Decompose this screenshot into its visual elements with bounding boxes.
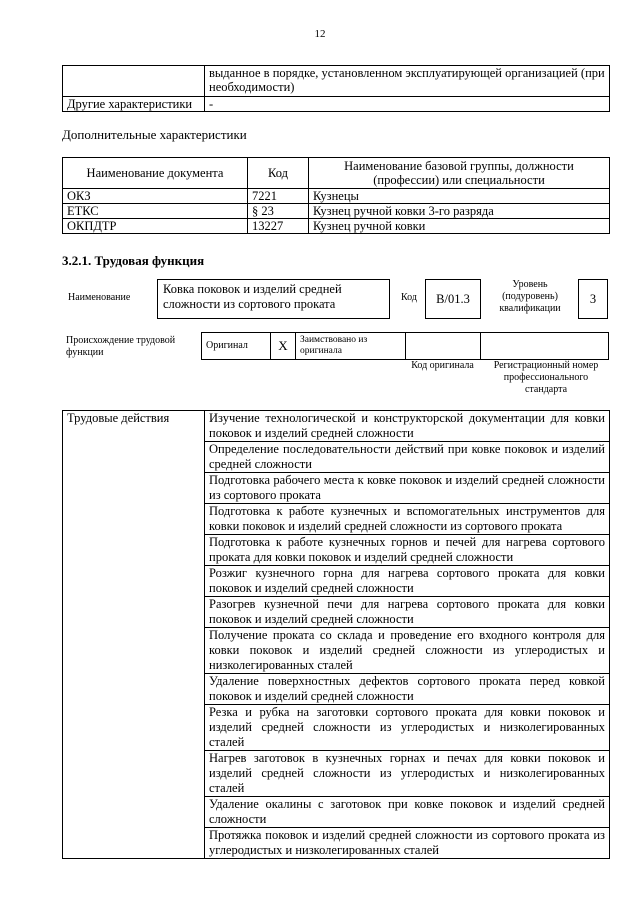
borrowed-label: Заимствовано из оригинала xyxy=(296,333,406,360)
labor-action-item: Изучение технологической и конструкторской документации для ковки поковок и изделий средней сложности xyxy=(205,411,610,442)
additional-characteristics-title: Дополнительные характеристики xyxy=(62,127,247,142)
labor-action-item: Подготовка к работе кузнечных и вспомогательных инструментов для ковки поковок и изделий средней сложности из сортового проката xyxy=(205,504,610,535)
level-value: 3 xyxy=(578,279,608,319)
table-row xyxy=(202,333,609,360)
labor-actions-category: Трудовые действия xyxy=(63,411,205,859)
header-document: Наименование документа xyxy=(63,158,248,189)
labor-action-item: Удаление поверхностных дефектов сортового проката перед ковкой поковок и изделий средней сложности xyxy=(205,674,610,705)
header-code: Код xyxy=(248,158,309,189)
table-row xyxy=(63,189,610,204)
labor-action-item: Получение проката со склада и проведение его входного контроля для ковки поковок и изделий средней сложности из углеродистых и низколегированных сталей xyxy=(205,628,610,674)
continued-text: выданное в порядке, установленном эксплуатирующей организацией (при необходимости) xyxy=(205,66,610,97)
labor-action-item: Подготовка к работе кузнечных горнов и печей для нагрева сортового проката для ковки поковок и изделий средней сложности xyxy=(205,535,610,566)
table-row xyxy=(63,66,610,97)
other-characteristics-label: Другие характеристики xyxy=(63,97,205,112)
doc-cell: ОКПДТР xyxy=(63,219,248,234)
level-label: Уровень (подуровень) квалификации xyxy=(499,279,561,314)
table-header-row xyxy=(63,158,610,189)
labor-action-item: Разогрев кузнечной печи для нагрева сортового проката для ковки поковок и изделий средней сложности xyxy=(205,597,610,628)
code-label: Код xyxy=(401,292,417,303)
original-code-cell xyxy=(406,333,481,360)
name-cell: Кузнец ручной ковки xyxy=(309,219,610,234)
original-code-caption: Код оригинала xyxy=(411,360,474,371)
table-row xyxy=(63,219,610,234)
table-row xyxy=(63,411,610,442)
labor-action-item: Подготовка рабочего места к ковке поковок и изделий средней сложности из сортового проката xyxy=(205,473,610,504)
doc-cell: ОКЗ xyxy=(63,189,248,204)
labor-action-item: Розжиг кузнечного горна для нагрева сортового проката для ковки поковок и изделий средней сложности xyxy=(205,566,610,597)
origin-table xyxy=(201,332,609,360)
code-cell: § 23 xyxy=(248,204,309,219)
name-label: Наименование xyxy=(68,292,131,303)
function-name: Ковка поковок и изделий средней сложности из сортового проката xyxy=(157,279,390,319)
code-cell: 7221 xyxy=(248,189,309,204)
table-cell xyxy=(63,66,205,97)
labor-action-item: Определение последовательности действий при ковке поковок и изделий средней сложности xyxy=(205,442,610,473)
code-cell: 13227 xyxy=(248,219,309,234)
labor-action-item: Удаление окалины с заготовок при ковке поковок и изделий средней сложности xyxy=(205,797,610,828)
registration-number-cell xyxy=(481,333,609,360)
labor-actions-table xyxy=(62,410,610,859)
other-characteristics-value: - xyxy=(205,97,610,112)
labor-action-item: Резка и рубка на заготовки сортового проката для ковки поковок и изделий средней сложности из углеродистых и низколегированных сталей xyxy=(205,705,610,751)
page-number: 12 xyxy=(314,28,326,40)
continued-table xyxy=(62,65,610,112)
origin-label: Происхождение трудовой функции xyxy=(66,335,176,358)
section-title: 3.2.1. Трудовая функция xyxy=(62,253,205,268)
labor-action-item: Протяжка поковок и изделий средней сложности из сортового проката из углеродистых и низколегированных сталей xyxy=(205,828,610,859)
header-name: Наименование базовой группы, должности (профессии) или специальности xyxy=(309,158,610,189)
registration-number-caption: Регистрационный номер профессионального стандарта xyxy=(493,360,599,395)
table-row xyxy=(63,204,610,219)
original-mark: X xyxy=(271,333,296,360)
name-cell: Кузнец ручной ковки 3-го разряда xyxy=(309,204,610,219)
function-code: B/01.3 xyxy=(425,279,481,319)
original-label: Оригинал xyxy=(202,333,271,360)
doc-cell: ЕТКС xyxy=(63,204,248,219)
name-cell: Кузнецы xyxy=(309,189,610,204)
table-row xyxy=(63,97,610,112)
additional-characteristics-table xyxy=(62,157,610,234)
labor-action-item: Нагрев заготовок в кузнечных горнах и печах для ковки поковок и изделий средней сложности из углеродистых и низколегированных сталей xyxy=(205,751,610,797)
